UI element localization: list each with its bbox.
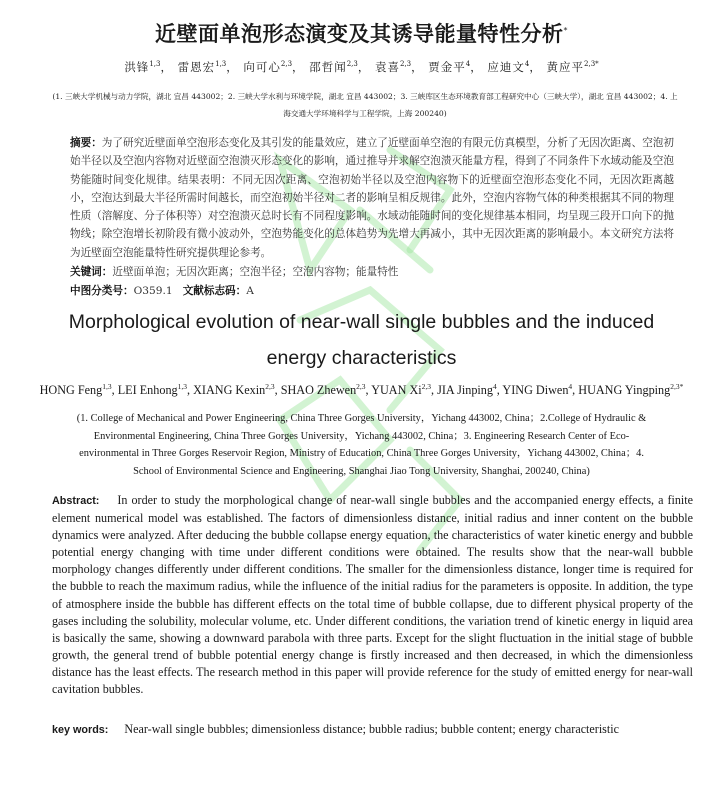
english-abstract-label: Abstract: [52, 495, 100, 507]
author: 袁喜$^{2,3}$ [375, 60, 412, 74]
english-author-list: HONG Feng$^{1,3}$, LEI Enhong$^{1,3}$, XIANG Kexin$^{2,3}$, SHAO Zhewen$^{2,3}$, YUAN Xi$^{2,3}$, JIA Jinping$^4$, YING Diwen$^4$, HUANG Yingping$^{2,3*}$ [39, 382, 684, 398]
chinese-author-list: 洪锋$^{1,3}$， 雷恩宏$^{1,3}$， 向可心$^{2,3}$， 邵哲闻$^{2,3}$， 袁喜$^{2,3}$， 贾金平$^4$， 应迪文$^4$， 黄应平$^{2,3*}$ [124, 60, 599, 74]
classification-value: O359.1 [133, 285, 173, 297]
chinese-title-mark: * [563, 26, 568, 35]
chinese-abstract [70, 134, 674, 262]
chinese-abstract-text: 为了研究近壁面单空泡形态变化及其引发的能量效应，建立了近壁面单空泡的有限元仿真模型，分析了无因次距离、空泡初始半径以及空泡内容物对近壁面空泡溃灭形态变化的影响，通过推导并求解空泡溃灭能量方程，得到了不同条件下水域动能及空泡势能随时间变化规律。结果表明：不同无因次距离、空泡初始半径以及空泡内容物下的近壁面空泡形态变化不同，无因次距离越小，空泡达到最大半径所需时间越长，而空泡初始半径对二者的影响呈相反规律。此外，空泡内容物气体的种类根据其不同的物理性质（溶解度、分子体积等）对空泡溃灭总时长有不同程度影响。水域动能随时间的变化规律基本相同，均呈现三段开口向下的抛物线；除空泡增长初阶段有微小波动外，空泡势能变化的总体趋势为先增大再减小，其中无因次距离的影响最小。本文研究方法将为近壁面空泡能量特性研究提供理论参考。 [70, 137, 675, 259]
author: HONG Feng$^{1,3}$ [39, 382, 112, 398]
author: 贾金平$^4$ [428, 60, 471, 74]
author: YING Diwen$^4$ [502, 382, 573, 398]
chinese-abstract-label: 摘要： [70, 137, 102, 149]
author: YUAN Xi$^{2,3}$ [371, 382, 432, 398]
chinese-title-text: 近壁面单泡形态演变及其诱导能量特性分析 [155, 22, 564, 46]
author: XIANG Kexin$^{2,3}$ [193, 382, 275, 398]
author: SHAO Zhewen$^{2,3}$ [280, 382, 366, 398]
author: HUANG Yingping$^{2,3*}$ [578, 382, 684, 398]
author: 向可心$^{2,3}$ [243, 60, 293, 74]
author: 邵哲闻$^{2,3}$ [309, 60, 358, 74]
english-keywords [52, 722, 693, 737]
english-abstract-text: In order to study the morphological change of near-wall single bubbles and the accompanied energy effects, a finite element numerical model was established. The factors of dimensionless distance, initial radius and inner content on the bubble dynamics were analyzed. After deducing the bubble collapse energy equation, the characteristics of water kinetic energy and bubble potential energy changing with time under different conditions were obtained. The results show that the near-wall bubble morphology changes differently under different conditions. The smaller for the dimensionless distance, longer time is required for the bubble to reach the maximum radius, while the influence of the initial radius for the parameters is opposite. In addition, the type of atmosphere inside the bubble has different effects on the total time of bubble collapse, due to different physical property of the gases including the solubility, molecular volume, etc. Under different conditions, the variation trend of kinetic energy in liquid area is basically the same, showing a downward parabola with three parts. Except for the slight fluctuation in the initial stage of bubble growth, the general trend of bubble potential energy change is firstly increased and then decreased, in which the dimensionless distance has the least effects. The research method in this paper will provide reference for the study of emitted energy for near-wall cavitation bubbles. [52, 493, 693, 697]
chinese-title [0, 18, 723, 48]
author: 洪锋$^{1,3}$ [124, 60, 161, 74]
author: JIA Jinping$^4$ [437, 382, 497, 398]
classification-line [70, 283, 674, 298]
english-keywords-label: key words: [52, 724, 109, 736]
chinese-keywords [70, 264, 674, 279]
chinese-affiliations: (1. 三峡大学机械与动力学院，湖北 宜昌 443002；2. 三峡大学水利与环境学院，湖北 宜昌 443002；3. 三峡库区生态环境教育部工程研究中心（三峡大学），湖北 宜昌 443002；4. 上海交通大学环境科学与工程学院，上海 200240) [52, 92, 678, 118]
author: 雷恩宏$^{1,3}$ [177, 60, 227, 74]
author: 应迪文$^4$ [487, 60, 530, 74]
english-affiliations: (1. College of Mechanical and Power Engineering, China Three Gorges University，Yichang 443002, China；2.College of Hydraulic & Environmental Engineering, China Three Gorges University，Yichang 443002, China；3. Engineering Research Center of Eco-environmental in Three Gorges Reservoir Region, Ministry of Education, China Three Gorges University，Yichang 443002, China；4. School of Environmental Science and Engineering, Shanghai Jiao Tong University, Shanghai, 200240, China) [76, 413, 647, 477]
english-keywords-text: Near-wall single bubbles; dimensionless distance; bubble radius; bubble content; energy characteristic [124, 722, 619, 736]
author: 黄应平$^{2,3*}$ [546, 60, 599, 74]
chinese-keywords-text: 近壁面单泡；无因次距离；空泡半径；空泡内容物；能量特性 [112, 266, 399, 278]
document-code-label: 文献标志码： [182, 285, 247, 297]
english-title: Morphological evolution of near-wall single bubbles and the induced energy characteristics [68, 311, 655, 369]
english-abstract [52, 492, 693, 698]
chinese-keywords-label: 关键词： [70, 266, 113, 278]
author: LEI Enhong$^{1,3}$ [117, 382, 188, 398]
classification-label: 中图分类号： [70, 285, 134, 297]
document-code-value: A [246, 285, 254, 297]
